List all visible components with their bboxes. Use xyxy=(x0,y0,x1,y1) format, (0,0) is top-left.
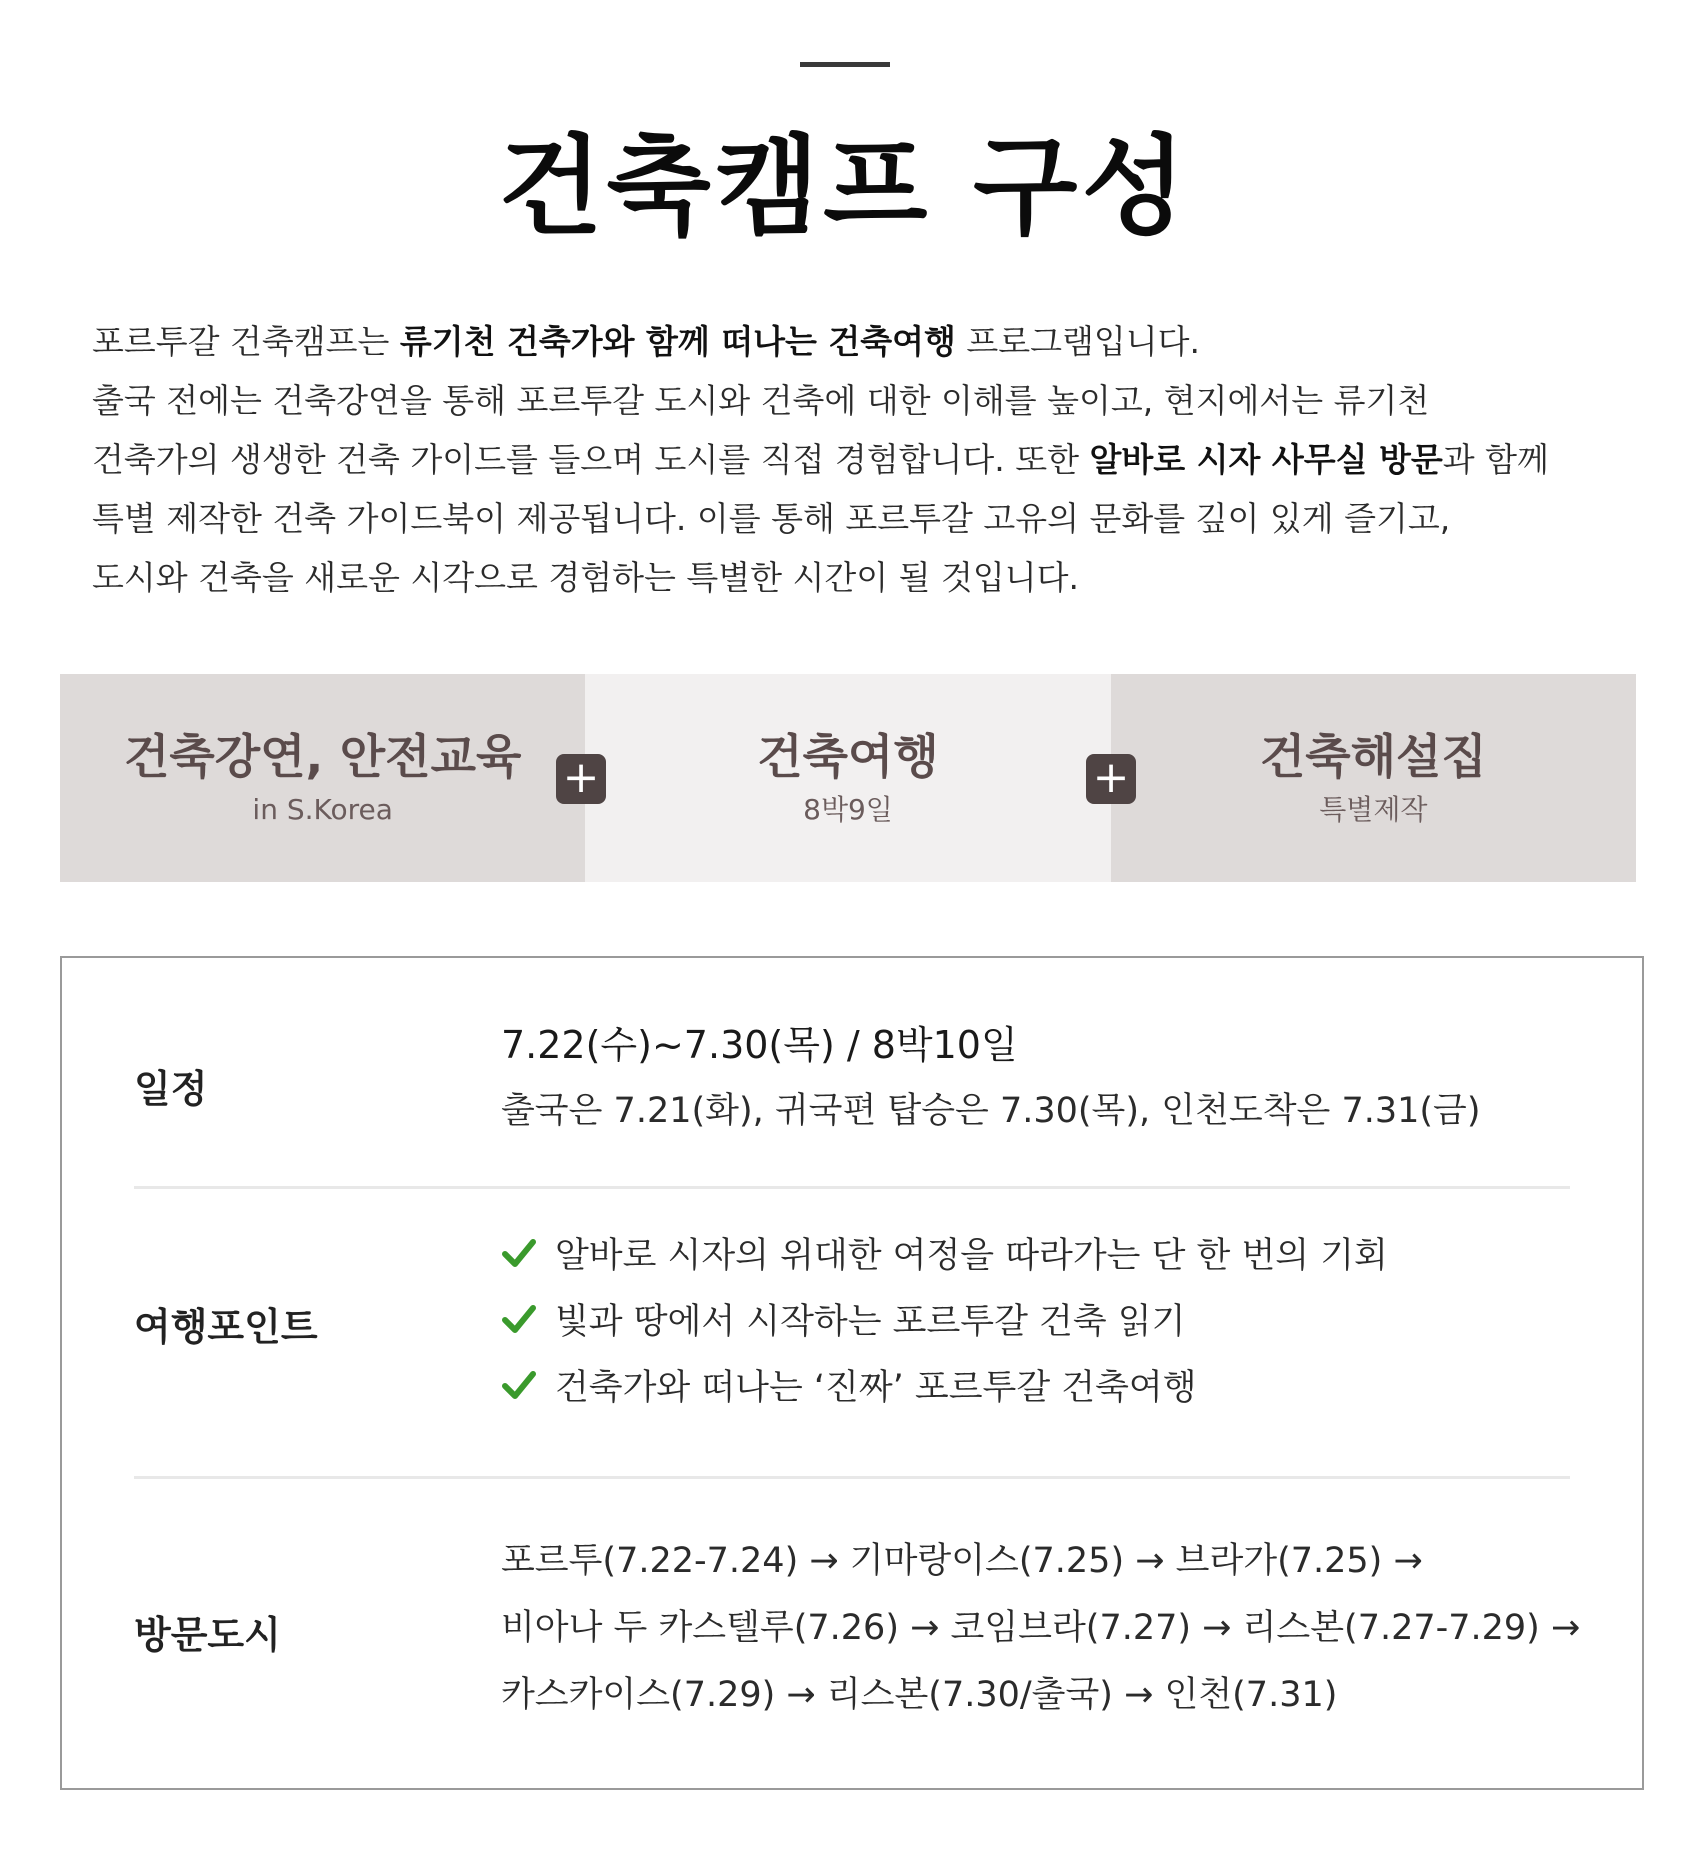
intro-text: 포르투갈 건축캠프는 xyxy=(92,322,400,361)
info-table xyxy=(60,956,1644,1790)
points-label: 여행포인트 xyxy=(134,1305,318,1349)
component-trip xyxy=(585,674,1110,882)
component-subtitle: 특별제작 xyxy=(1319,793,1428,826)
component-title: 건축강연, 안전교육 xyxy=(123,730,522,785)
route-line: 비아나 두 카스텔루(7.26) → 코임브라(7.27) → 리스본(7.27-7.29) → xyxy=(501,1608,1581,1648)
list-item xyxy=(501,1286,1388,1352)
check-icon xyxy=(501,1367,537,1403)
check-icon xyxy=(501,1301,537,1337)
row-divider xyxy=(134,1476,1570,1479)
intro-text: 과 함께 xyxy=(1442,440,1549,479)
plus-icon: + xyxy=(556,754,606,804)
intro-line-4: 특별 제작한 건축 가이드북이 제공됩니다. 이를 통해 포르투갈 고유의 문화를 깊이 있게 즐기고, xyxy=(92,499,1451,538)
schedule-row xyxy=(134,1020,1570,1150)
component-subtitle: in S.Korea xyxy=(252,793,393,826)
intro-line-3 xyxy=(92,430,1632,489)
intro-highlight: 류기천 건축가와 함께 떠나는 건축여행 xyxy=(399,322,956,361)
page-title: 건축캠프 구성 xyxy=(498,125,1190,250)
row-divider xyxy=(134,1186,1570,1189)
title-top-rule xyxy=(800,62,890,67)
check-icon xyxy=(501,1235,537,1271)
component-lecture xyxy=(60,674,585,882)
component-subtitle: 8박9일 xyxy=(803,793,893,826)
schedule-dates: 7.22(수)~7.30(목) / 8박10일 xyxy=(501,1023,1018,1067)
intro-text: 프로그램입니다. xyxy=(955,322,1201,361)
route-line: 카스카이스(7.29) → 리스본(7.30/출국) → 인천(7.31) xyxy=(501,1675,1338,1715)
list-item xyxy=(501,1220,1388,1286)
intro-paragraph xyxy=(92,312,1632,607)
component-guidebook xyxy=(1111,674,1636,882)
intro-highlight: 알바로 시자 사무실 방문 xyxy=(1089,440,1443,479)
point-text: 알바로 시자의 위대한 여정을 따라가는 단 한 번의 기회 xyxy=(555,1236,1388,1276)
cities-label: 방문도시 xyxy=(134,1613,281,1657)
point-text: 건축가와 떠나는 ‘진짜’ 포르투갈 건축여행 xyxy=(555,1368,1197,1408)
route-line: 포르투(7.22-7.24) → 기마랑이스(7.25) → 브라가(7.25) → xyxy=(501,1541,1423,1581)
point-text: 빛과 땅에서 시작하는 포르투갈 건축 읽기 xyxy=(555,1302,1186,1342)
intro-line-5: 도시와 건축을 새로운 시각으로 경험하는 특별한 시간이 될 것입니다. xyxy=(92,558,1079,597)
component-title: 건축해설집 xyxy=(1259,730,1487,785)
component-title: 건축여행 xyxy=(757,730,939,785)
schedule-label: 일정 xyxy=(134,1067,208,1111)
intro-line-2: 출국 전에는 건축강연을 통해 포르투갈 도시와 건축에 대한 이해를 높이고, 현지에서는 류기천 xyxy=(92,381,1430,420)
intro-text: 건축가의 생생한 건축 가이드를 들으며 도시를 직접 경험합니다. 또한 xyxy=(92,440,1090,479)
schedule-body xyxy=(501,1020,1481,1136)
points-row xyxy=(134,1220,1570,1420)
cities-route xyxy=(501,1528,1580,1729)
intro-line-1 xyxy=(92,312,1632,371)
schedule-note: 출국은 7.21(화), 귀국편 탑승은 7.30(목), 인천도착은 7.31(금) xyxy=(501,1091,1481,1131)
list-item xyxy=(501,1352,1388,1418)
plus-icon: + xyxy=(1086,754,1136,804)
cities-row xyxy=(134,1528,1581,1738)
program-components xyxy=(60,674,1636,882)
points-list xyxy=(501,1220,1388,1418)
